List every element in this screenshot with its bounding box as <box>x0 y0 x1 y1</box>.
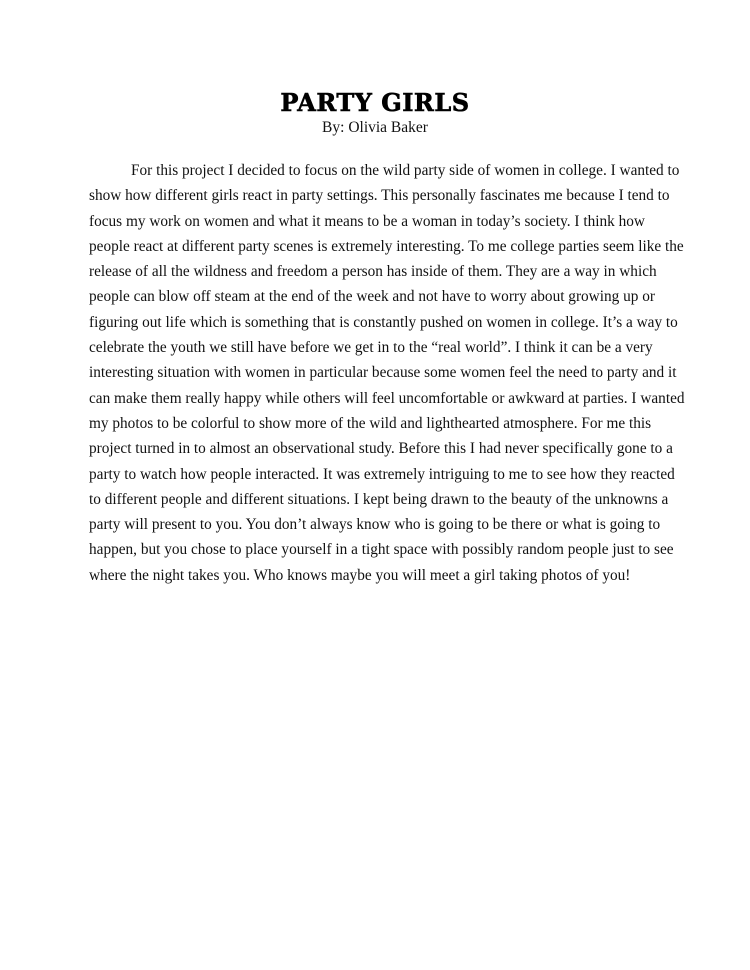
paragraph-line: people can blow off steam at the end of the week and not have to worry about growing up or <box>89 288 655 306</box>
paragraph-line: party to watch how people interacted. It was extremely intriguing to me to see how they reacted <box>89 465 675 483</box>
paragraph-line: focus my work on women and what it means to be a woman in today’s society. I think how <box>89 212 645 230</box>
paragraph-line: to different people and different situations. I kept being drawn to the beauty of the unknowns a <box>89 490 669 508</box>
paragraph-line: where the night takes you. Who knows maybe you will meet a girl taking photos of you! <box>89 566 631 584</box>
paragraph-line: figuring out life which is something that is constantly pushed on women in college. It’s a way to <box>89 313 678 331</box>
author-byline: By: Olivia Baker <box>322 119 428 136</box>
paragraph-line: party will present to you. You don’t always know who is going to be there or what is going to <box>89 516 661 534</box>
paragraph-line: For this project I decided to focus on the wild party side of women in college. I wanted to <box>131 162 680 179</box>
document-title: PARTY GIRLS <box>280 88 470 117</box>
body-paragraph <box>89 158 685 588</box>
paragraph-line: show how different girls react in party settings. This personally fascinates me because I tend to <box>89 187 670 205</box>
paragraph-line: project turned in to almost an observational study. Before this I had never specifically gone to a <box>89 440 673 458</box>
paragraph-line: release of all the wildness and freedom a person has inside of them. They are a way in which <box>89 263 657 281</box>
paragraph-line: my photos to be colorful to show more of the wild and lighthearted atmosphere. For me this <box>89 414 652 432</box>
paragraph-line: happen, but you chose to place yourself in a tight space with possibly random people just to see <box>89 541 674 559</box>
paragraph-line: celebrate the youth we still have before we get in to the “real world”. I think it can be a very <box>89 339 653 357</box>
paragraph-line: can make them really happy while others will feel uncomfortable or awkward at parties. I wanted <box>89 389 685 407</box>
paragraph-line: people react at different party scenes is extremely interesting. To me college parties seem like the <box>89 237 684 255</box>
paragraph-line: interesting situation with women in particular because some women feel the need to party and it <box>89 364 677 382</box>
